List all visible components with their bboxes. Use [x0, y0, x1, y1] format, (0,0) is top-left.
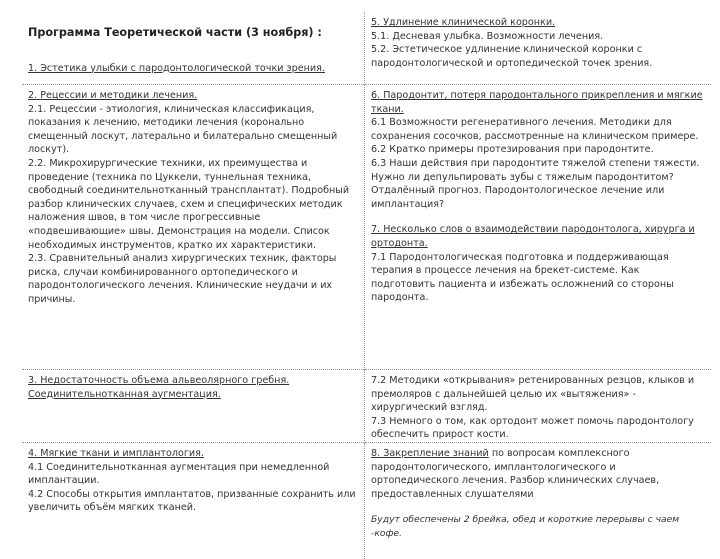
breaks-note: Будут обеспечены 2 брейка, обед и короткие перерывы с чаем -кофе. — [371, 514, 680, 539]
section-6-item: 6.1 Возможности регенеративного лечения. Методики для сохранения сосочков, рассмотренные на клиническом примере. — [371, 117, 699, 142]
section-3-heading: 3. Недостаточность объема альвеолярного гребня. Соединительнотканная аугментация. — [28, 375, 290, 400]
page-title: Программа Теоретической части (3 ноября) : — [28, 26, 322, 39]
section-2-item: 2.2. Микрохирургические техники, их преимущества и проведение (техника по Цуккели, туннельная техника, свободный соединительнотканный трансплантат). Подробный разбор клинических случаев, схем и специфических методик наложения швов, в том числе прогрессивные «подвешивающие» швы. Демонстрация на модели. Список необходимых инструментов, кратко их характеристики. — [28, 157, 350, 251]
section-8-heading: 8. Закрепление знаний — [371, 447, 489, 459]
cell-section-5 — [365, 12, 712, 85]
cell-section-4 — [22, 442, 365, 559]
section-7-heading: 7. Несколько слов о взаимодействии пародонтолога, хирурга и ортодонта. — [371, 224, 695, 249]
section-8-body: по вопросам комплексного пародонтологического, имплантологического и ортопедического лечения. Разбор клинических случаев, предоставленных слушателями — [371, 447, 660, 500]
section-5-item: 5.2. Эстетическое удлинение клинической коронки с пародонтологической и ортопедической точек зрения. — [371, 44, 653, 69]
section-6-item: 6.2 Кратко примеры протезирования при пародонтите. — [371, 144, 654, 156]
section-4-item: 4.1 Соединительнотканная аугментация при немедленной имплантации. — [28, 461, 330, 487]
cell-title — [22, 12, 365, 85]
section-1-heading: 1. Эстетика улыбки с пародонтологической точки зрения. — [28, 62, 325, 74]
section-7-item: 7.3 Немного о том, как ортодонт может помочь пародонтологу обеспечить прирост кости. — [371, 415, 694, 441]
cell-section-2 — [22, 85, 365, 370]
section-8-text — [371, 447, 705, 501]
section-2-item: 2.3. Сравнительный анализ хирургических техник, факторы риска, случаи комбинированного ортопедического и пародонтологического лечения. Клинические неудачи и их причины. — [28, 253, 337, 305]
section-2-item: 2.1. Рецессии - этиология, клиническая классификация, показания к лечению, методики лечения (коронально смещенный лоскут, латерально и билатерально смещенный лоскут). — [28, 103, 338, 156]
section-2-heading: 2. Рецессии и методики лечения. — [28, 90, 198, 101]
section-7-item: 7.2 Методики «открывания» ретенированных резцов, клыков и премоляров с дальнейшей целью их «вытяжения» - хирургический взгляд. — [371, 375, 695, 414]
section-5-heading: 5. Удлинение клинической коронки. — [371, 17, 556, 28]
cell-section-7-cont — [365, 370, 712, 443]
section-4-item: 4.2 Способы открытия имплантатов, призванные сохранить или увеличить объём мягких тканей. — [28, 488, 356, 514]
section-7-item: 7.1 Пародонтологическая подготовка и поддерживающая терапия в процессе лечения на брекет-системе. Как подготовить пациента и избежать осложнений со стороны пародонта. — [371, 251, 674, 304]
section-6-heading: 6. Пародонтит, потеря пародонтального прикрепления и мягкие ткани. — [371, 90, 703, 115]
cell-section-3 — [22, 370, 365, 443]
cell-section-8 — [365, 442, 712, 559]
program-table — [22, 12, 711, 559]
section-5-item: 5.1. Десневая улыбка. Возможности лечения. — [371, 30, 604, 42]
section-4-heading: 4. Мягкие ткани и имплантология. — [28, 447, 204, 459]
cell-sections-6-7 — [365, 85, 712, 370]
section-6-item: 6.3 Наши действия при пародонтите тяжелой степени тяжести. Нужно ли депульпировать зубы с тяжелым пародонтитом? Отдалённый прогноз. Пародонтологическое лечение или имплантация? — [371, 157, 700, 210]
